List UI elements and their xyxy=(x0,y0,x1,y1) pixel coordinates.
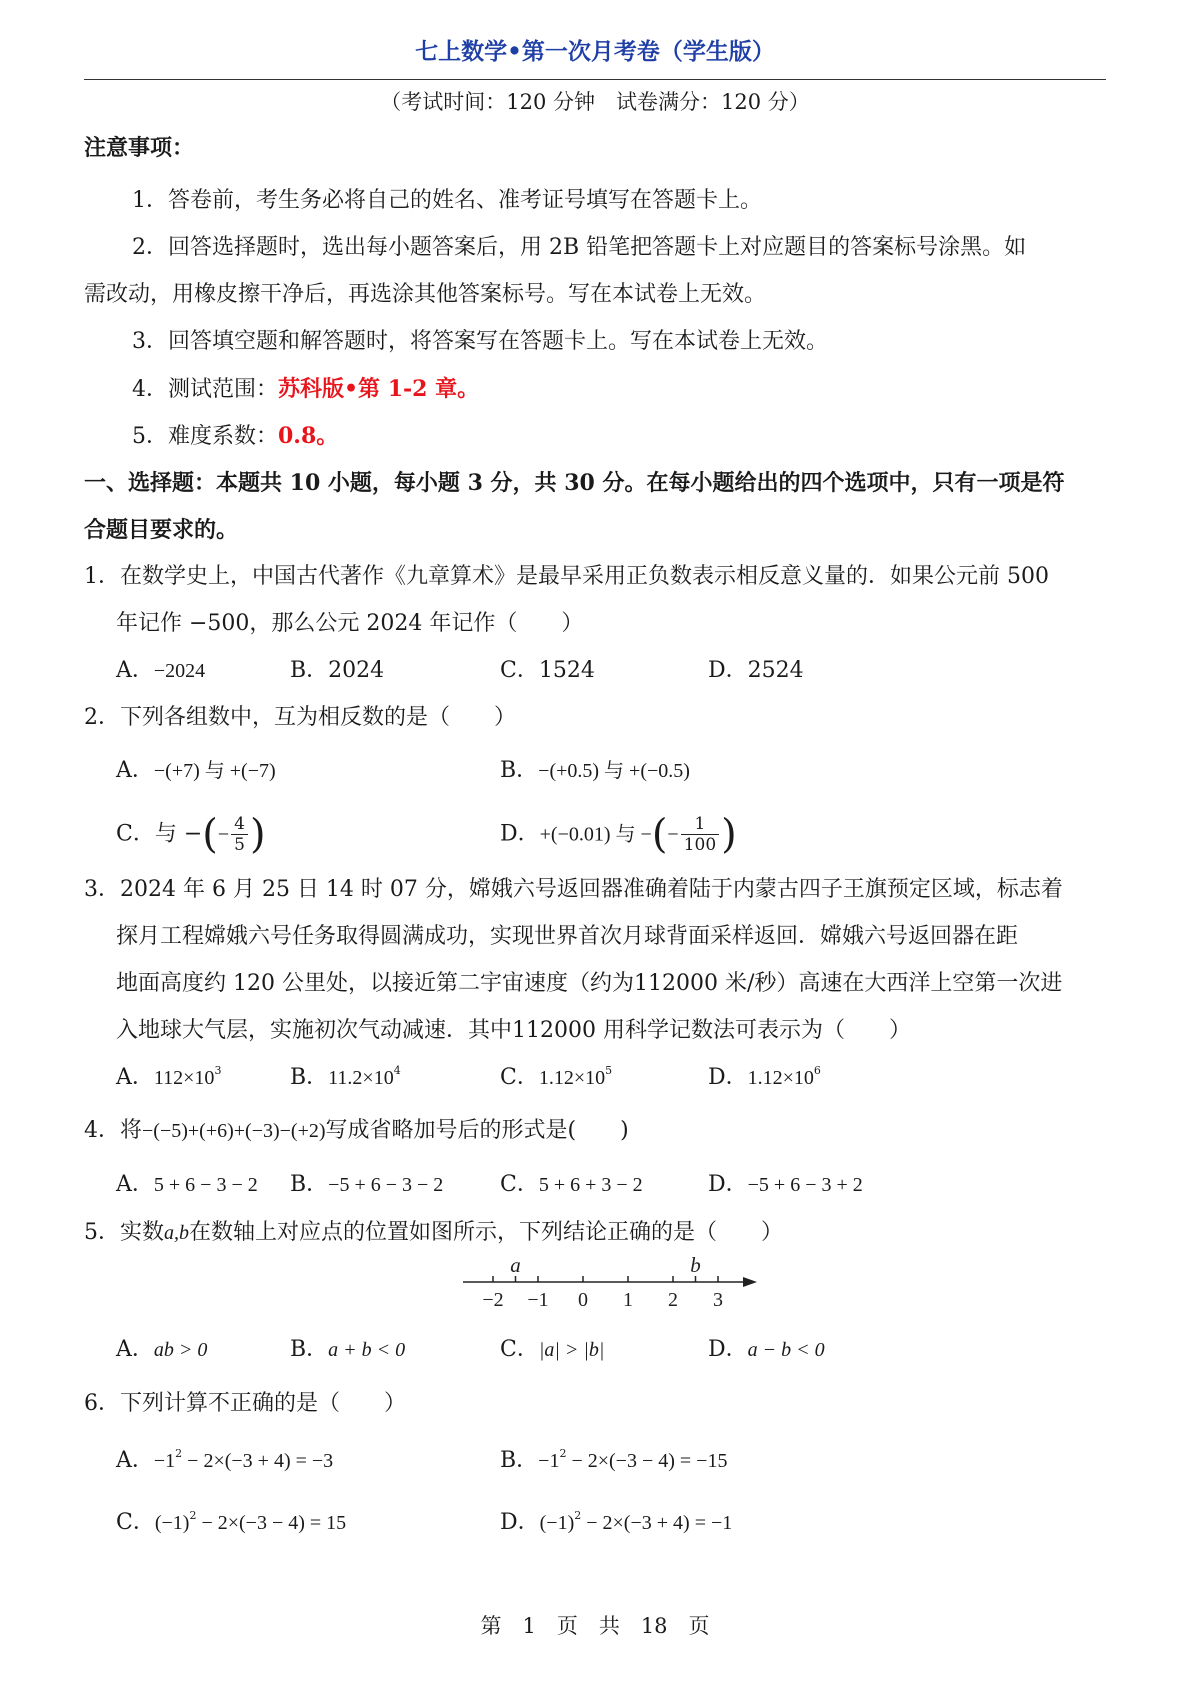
q3-option-a: A．$112\times 10^3$ xyxy=(116,1064,222,1090)
q5-option-b: B．a + b < 0 xyxy=(290,1337,406,1362)
q1-option-b: B．2024 xyxy=(290,658,385,683)
notice-item-5-label: 5．难度系数： xyxy=(132,424,278,449)
test-scope: 苏科版•第 1-2 章。 xyxy=(278,376,480,402)
q6-option-b: B．$-1^2 - 2\times(-3 - 4) = -15$ xyxy=(500,1447,728,1473)
question-5: 5．实数a,b在数轴上对应点的位置如图所示，下列结论正确的是（ ） xyxy=(84,1220,784,1245)
q2-option-a: A．−(+7) 与 +(−7) xyxy=(116,758,276,783)
notice-item-2-line2: 需改动，用橡皮擦干净后，再选涂其他答案标号。写在本试卷上无效。 xyxy=(84,282,767,307)
q6-option-a: A．$-1^2 - 2\times(-3 + 4) = -3$ xyxy=(116,1447,334,1473)
number-line-arrow xyxy=(743,1277,757,1287)
number-line-point-b: b xyxy=(690,1253,701,1277)
notice-item-4-label: 4．测试范围： xyxy=(132,377,278,402)
notice-item-2-line1: 2．回答选择题时，选出每小题答案后，用 2B 铅笔把答题卡上对应题目的答案标号涂黑。如 xyxy=(132,235,1027,260)
q1-option-a: A．−2024 xyxy=(116,658,206,683)
question-4: 4．将−(−5)+(+6)+(−3)−(+2)写成省略加号后的形式是( ) xyxy=(84,1118,629,1143)
section-1-heading-line2: 合题目要求的。 xyxy=(84,517,239,543)
q6-option-d: D．$(-1)^2 - 2\times(-3 + 4) = -1$ xyxy=(500,1509,733,1535)
question-2: 2．下列各组数中，互为相反数的是（ ） xyxy=(84,705,516,730)
question-3-line2: 探月工程嫦娥六号任务取得圆满成功，实现世界首次月球背面采样返回．嫦娥六号返回器在距 xyxy=(116,924,1019,949)
q5-option-c: C．|a| > |b| xyxy=(500,1337,605,1362)
number-line-tick-label: −2 xyxy=(482,1289,504,1311)
notice-item-5 xyxy=(132,421,338,452)
number-line xyxy=(455,1253,775,1323)
q4-option-d: D．−5 + 6 − 3 + 2 xyxy=(708,1172,863,1197)
question-1-line2: 年记作 −500，那么公元 2024 年记作（ ） xyxy=(116,611,584,636)
exam-info: （考试时间：120 分钟 试卷满分：120 分） xyxy=(380,90,810,114)
q3-option-d: D．$1.12\times 10^6$ xyxy=(708,1064,821,1090)
q5-option-d: D．a − b < 0 xyxy=(708,1337,825,1362)
q5-option-a: A．ab > 0 xyxy=(116,1337,208,1362)
question-3-line4: 入地球大气层，实施初次气动减速．其中112000 用科学记数法可表示为（ ） xyxy=(116,1018,911,1043)
number-line-tick-label: 0 xyxy=(578,1289,588,1311)
notice-heading: 注意事项： xyxy=(84,135,195,161)
number-line-tick-label: 2 xyxy=(668,1289,678,1311)
question-6: 6．下列计算不正确的是（ ） xyxy=(84,1391,406,1416)
number-line-tick-label: 1 xyxy=(623,1289,633,1311)
number-line-tick-label: −1 xyxy=(527,1289,549,1311)
fraction-4-5: $\frac{4}{5}$ xyxy=(231,814,248,855)
q4-option-a: A．5 + 6 − 3 − 2 xyxy=(116,1172,258,1197)
q3-option-c: C．$1.12\times 10^5$ xyxy=(500,1064,613,1090)
fraction-1-100: $\frac{1}{100}$ xyxy=(681,814,719,855)
page-number: 第 1 页 共 18 页 xyxy=(480,1614,710,1638)
document-title: 七上数学•第一次月考卷（学生版） xyxy=(415,38,775,65)
number-line-tick-label: 3 xyxy=(713,1289,723,1311)
q4-option-b: B．−5 + 6 − 3 − 2 xyxy=(290,1172,444,1197)
q1-option-d: D．2524 xyxy=(708,658,804,683)
notice-item-1: 1．答卷前，考生务必将自己的姓名、准考证号填写在答题卡上。 xyxy=(132,188,762,213)
q6-option-c: C．$(-1)^2 - 2\times(-3 - 4) = 15$ xyxy=(116,1509,347,1535)
q4-option-c: C．5 + 6 + 3 − 2 xyxy=(500,1172,643,1197)
difficulty-value: 0.8。 xyxy=(278,423,339,449)
notice-item-3: 3．回答填空题和解答题时，将答案写在答题卡上。写在本试卷上无效。 xyxy=(132,329,828,354)
q1-option-c: C．1524 xyxy=(500,658,595,683)
q3-option-b: B．$11.2\times 10^4$ xyxy=(290,1064,401,1090)
q2-option-c: C．与 −(− $\frac{4}{5}$ ) xyxy=(116,811,266,858)
q2-option-d: D．+(−0.01) 与 −(− $\frac{1}{100}$ ) xyxy=(500,811,737,858)
number-line-point-a: a xyxy=(510,1253,521,1277)
question-3-line1: 3．2024 年 6 月 25 日 14 时 07 分，嫦娥六号返回器准确着陆于内蒙古四子王旗预定区域，标志着 xyxy=(84,877,1063,902)
question-3-line3: 地面高度约 120 公里处，以接近第二宇宙速度（约为112000 米/秒）高速在大西洋上空第一次进 xyxy=(116,971,1063,996)
question-1-line1: 1．在数学史上，中国古代著作《九章算术》是最早采用正负数表示相反意义量的．如果公元前 500 xyxy=(84,564,1049,589)
title-divider xyxy=(84,79,1106,80)
notice-item-4 xyxy=(132,374,479,405)
section-1-heading-line1: 一、选择题：本题共 10 小题，每小题 3 分，共 30 分。在每小题给出的四个选项中，只有一项是符 xyxy=(84,470,1065,496)
q2-option-b: B．−(+0.5) 与 +(−0.5) xyxy=(500,758,690,783)
